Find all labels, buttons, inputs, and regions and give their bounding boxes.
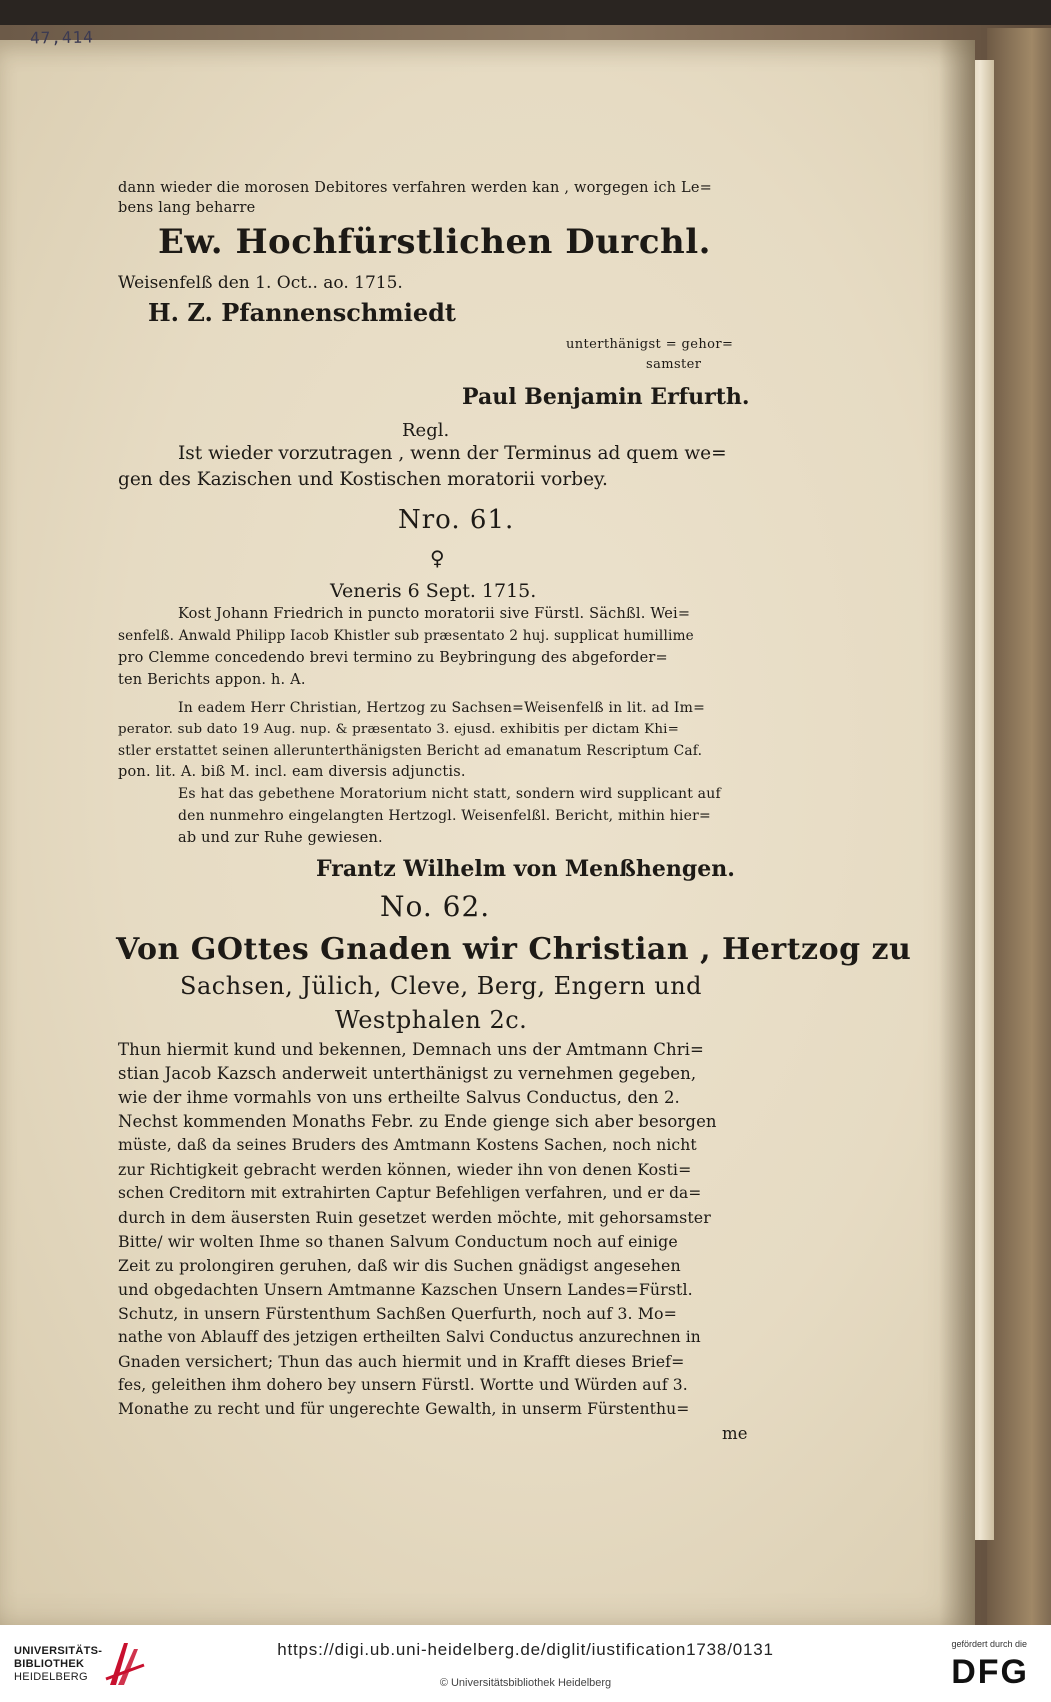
text-line: wie der ihme vormahls von uns ertheilte Salvus Conductus, den 2.: [118, 1088, 680, 1107]
funder-note: gefördert durch die: [951, 1639, 1027, 1649]
text-line: gen des Kazischen und Kostischen moratorii vorbey.: [118, 469, 608, 490]
text-line: und obgedachten Unsern Amtmanne Kazschen Unsern Landes=Fürstl.: [118, 1280, 693, 1299]
text-line: zur Richtigkeit gebracht werden können, wieder ihn von denen Kosti=: [118, 1160, 692, 1179]
text-line: Thun hiermit kund und bekennen, Demnach uns der Amtmann Chri=: [118, 1040, 704, 1059]
shelfmark-note: 47,414: [29, 27, 94, 48]
logo-line: UNIVERSITÄTS-: [14, 1645, 103, 1657]
text-line: samster: [646, 357, 702, 372]
text-line: durch in dem äusersten Ruin gesetzet werden möchte, mit gehorsamster: [118, 1208, 711, 1227]
text-line: bens lang beharre: [118, 200, 256, 216]
text-line: stler erstattet seinen allerunterthänigsten Bericht ad emanatum Rescriptum Caf.: [118, 743, 703, 759]
copyright-notice: © Universitätsbibliothek Heidelberg: [439, 1677, 612, 1689]
signature-line: Frantz Wilhelm von Menßhengen.: [316, 856, 735, 882]
text-line: nathe von Ablauff des jetzigen ertheilten Salvi Conductus anzurechnen in: [118, 1328, 701, 1346]
date-heading: Veneris 6 Sept. 1715.: [330, 580, 537, 602]
text-line: Monathe zu recht und für ungerechte Gewalth, in unserm Fürstenthu=: [118, 1400, 690, 1418]
text-line: perator. sub dato 19 Aug. nup. & præsentato 3. ejusd. exhibitis per dictam Khi=: [118, 722, 680, 737]
decree-heading: Von GOttes Gnaden wir Christian , Hertzog zu: [116, 932, 912, 967]
decree-heading: Westphalen 2c.: [335, 1006, 528, 1034]
permalink-url[interactable]: https://digi.ub.uni-heidelberg.de/diglit/iustification1738/0131: [277, 1640, 774, 1659]
text-line: schen Creditorn mit extrahirten Captur Befehligen verfahren, und er da=: [118, 1184, 702, 1202]
text-line: unterthänigst = gehor=: [566, 337, 734, 352]
logo-line: BIBLIOTHEK: [14, 1658, 85, 1670]
text-line: Es hat das gebethene Moratorium nicht statt, sondern wird supplicant auf: [178, 786, 721, 802]
text-line: dann wieder die morosen Debitores verfahren werden kan , worgegen ich Le=: [118, 180, 712, 196]
text-line: Ist wieder vorzutragen , wenn der Terminus ad quem we=: [178, 443, 727, 464]
text-line: Weisenfelß den 1. Oct.. ao. 1715.: [118, 273, 403, 293]
signature-line: Paul Benjamin Erfurth.: [462, 384, 750, 410]
text-line: pro Clemme concedendo brevi termino zu Beybringung des abgeforder=: [118, 650, 668, 666]
catchword: me: [722, 1424, 748, 1443]
text-line: senfelß. Anwald Philipp Iacob Khistler sub præsentato 2 huj. supplicat humillime: [118, 628, 694, 644]
page-gutter-shadow: [939, 40, 975, 1625]
decree-heading: Sachsen, Jülich, Cleve, Berg, Engern und: [180, 972, 703, 1000]
text-line: Zeit zu prolongiren geruhen, daß wir dis Suchen gnädigst angesehen: [118, 1256, 681, 1275]
text-line: Bitte/ wir wolten Ihme so thanen Salvum Conductum noch auf einige: [118, 1232, 678, 1251]
footer-bar: [0, 1625, 1051, 1702]
text-line: den nunmehro eingelangten Hertzogl. Weisenfelßl. Bericht, mithin hier=: [178, 808, 711, 824]
text-line: fes, geleithen ihm dohero bey unsern Fürstl. Wortte und Würden auf 3.: [118, 1376, 688, 1394]
text-line: In eadem Herr Christian, Hertzog zu Sachsen=Weisenfelß in lit. ad Im=: [178, 700, 706, 716]
section-number: Nro. 61.: [398, 505, 515, 535]
text-line: Gnaden versichert; Thun das auch hiermit und in Krafft dieses Brief=: [118, 1352, 685, 1371]
text-line: Schutz, in unsern Fürstenthum Sachßen Querfurth, noch auf 3. Mo=: [118, 1304, 678, 1323]
text-line: stian Jacob Kazsch anderweit unterthänigst zu vernehmen gegeben,: [118, 1064, 697, 1083]
text-line: Kost Johann Friedrich in puncto moratorii sive Fürstl. Sächßl. Wei=: [178, 606, 691, 622]
text-line: pon. lit. A. biß M. incl. eam diversis adjunctis.: [118, 764, 466, 780]
section-number: No. 62.: [380, 890, 491, 923]
signature-line: H. Z. Pfannenschmiedt: [148, 298, 456, 327]
dfg-logo[interactable]: DFG: [951, 1653, 1029, 1691]
salutation-heading: Ew. Hochfürstlichen Durchl.: [158, 222, 712, 262]
book-board: [987, 28, 1051, 1625]
text-line: ab und zur Ruhe gewiesen.: [178, 830, 383, 846]
text-line: ten Berichts appon. h. A.: [118, 672, 306, 688]
text-line: Nechst kommenden Monaths Febr. zu Ende gienge sich aber besorgen: [118, 1112, 717, 1131]
text-line: Regl.: [402, 420, 450, 441]
logo-line: HEIDELBERG: [14, 1671, 88, 1683]
text-line: müste, daß da seines Bruders des Amtmann Kostens Sachen, noch nicht: [118, 1136, 697, 1154]
planet-symbol: ♀: [430, 546, 445, 570]
